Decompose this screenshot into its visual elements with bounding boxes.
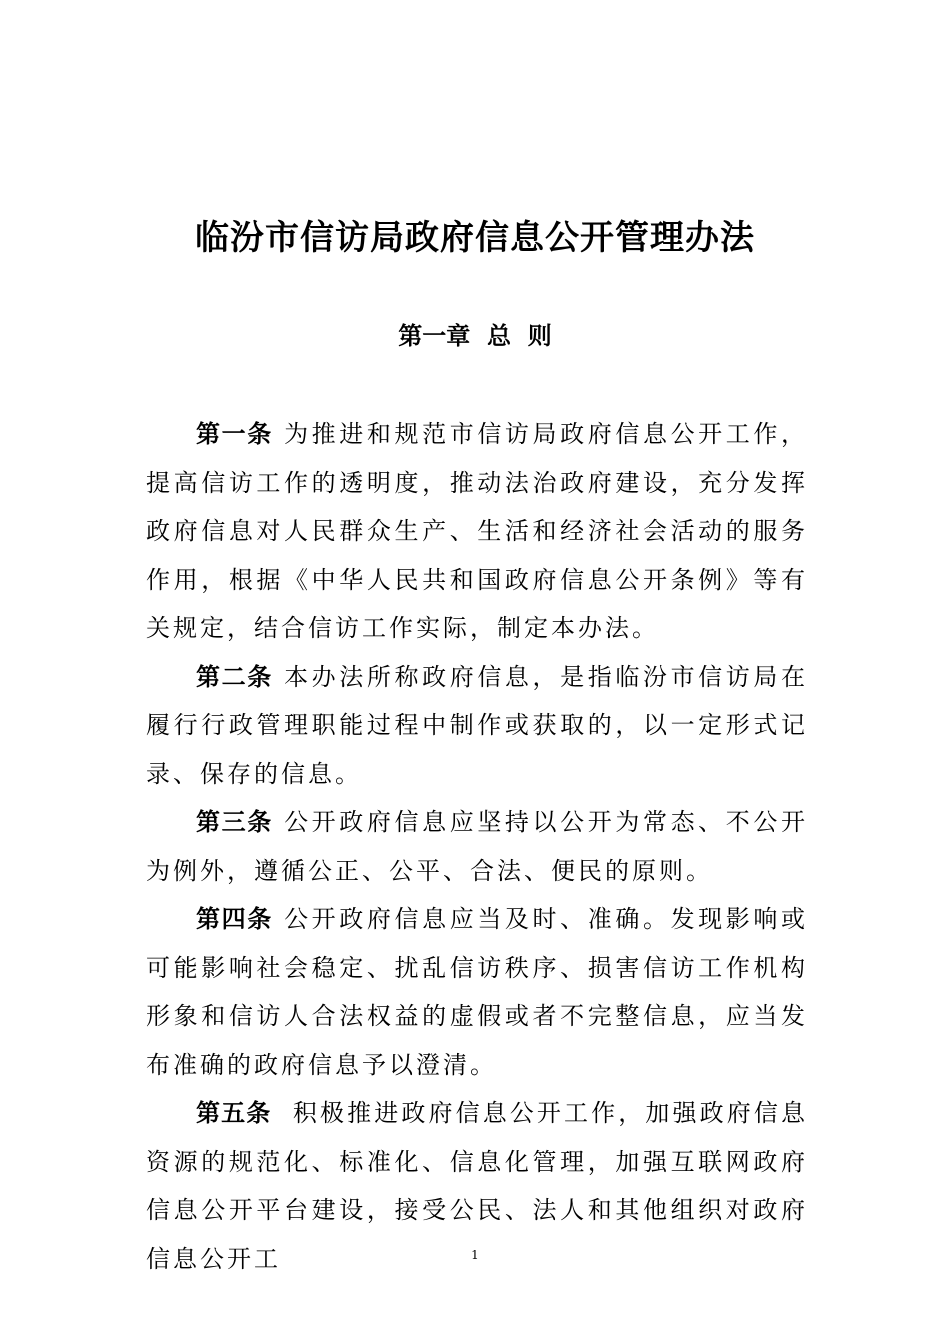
article-text: 本办法所称政府信息，是指临汾市信访局在履行行政管理职能过程中制作或获取的，以一定形式记录、保存的信息。 [146,662,809,788]
article-label: 第一条 [196,420,273,448]
document-body [146,410,808,1283]
article-paragraph [146,895,808,1089]
chapter-heading: 第一章 总 则 [398,322,552,350]
article-text: 为推进和规范市信访局政府信息公开工作，提高信访工作的透明度，推动法治政府建设，充分发挥政府信息对人民群众生产、生活和经济社会活动的服务作用，根据《中华人民共和国政府信息公开条例》等有关规定，结合信访工作实际，制定本办法。 [146,420,809,642]
article-text: 积极推进政府信息公开工作，加强政府信息资源的规范化、标准化、信息化管理，加强互联网政府信息公开平台建设，接受公民、法人和其他组织对政府信息公开工 [146,1099,808,1273]
article-text: 公开政府信息应坚持以公开为常态、不公开为例外，遵循公正、公平、合法、便民的原则。 [146,808,809,885]
article-label: 第二条 [196,662,273,691]
article-paragraph [146,410,808,653]
article-label: 第五条 [196,1099,272,1127]
document-title: 临汾市信访局政府信息公开管理办法 [195,218,755,258]
article-paragraph [146,798,808,895]
article-label: 第三条 [196,808,273,836]
article-label: 第四条 [196,905,273,933]
article-text: 公开政府信息应当及时、准确。发现影响或可能影响社会稳定、扰乱信访秩序、损害信访工作机构形象和信访人合法权益的虚假或者不完整信息，应当发布准确的政府信息予以澄清。 [146,905,809,1079]
article-paragraph [146,653,808,799]
page-number: 1 [471,1248,479,1262]
